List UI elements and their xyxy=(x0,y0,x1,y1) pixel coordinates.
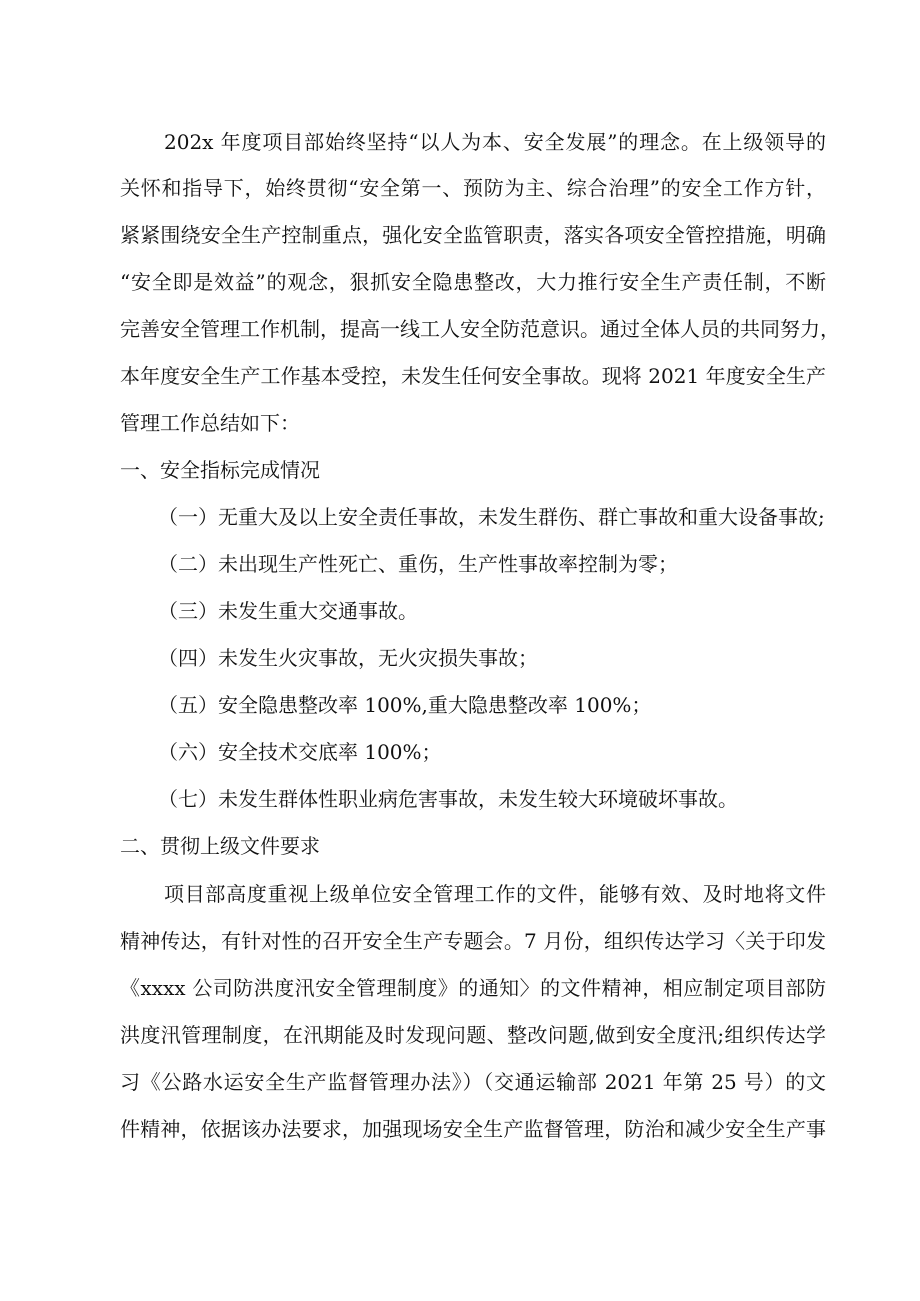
intro-line-2: 关怀和指导下，始终贯彻“安全第一、预防为主、综合治理”的安全工作方针， xyxy=(120,176,826,200)
intro-line-4: “安全即是效益”的观念，狠抓安全隐患整改，大力推行安全生产责任制，不断 xyxy=(120,270,826,294)
section2-line-1: 项目部高度重视上级单位安全管理工作的文件，能够有效、及时地将文件 xyxy=(164,882,826,906)
section2-line-6: 件精神，依据该办法要求，加强现场安全生产监督管理，防治和减少安全生产事 xyxy=(120,1117,826,1141)
section2-heading: 二、贯彻上级文件要求 xyxy=(120,834,320,858)
section1-item-5: （五）安全隐患整改率 100%,重大隐患整改率 100%； xyxy=(158,693,652,717)
section2-line-5: 习《公路水运安全生产监督管理办法》）（交通运输部 2021 年第 25 号）的文 xyxy=(120,1070,826,1094)
intro-line-7: 管理工作总结如下： xyxy=(120,411,300,435)
section2-line-3: 《xxxx 公司防洪度汛安全管理制度》的通知〉的文件精神，相应制定项目部防 xyxy=(120,976,826,1000)
section1-item-6: （六）安全技术交底率 100%； xyxy=(158,740,442,764)
intro-line-6: 本年度安全生产工作基本受控，未发生任何安全事故。现将 2021 年度安全生产 xyxy=(120,364,826,388)
section1-item-3: （三）未发生重大交通事故。 xyxy=(158,599,418,623)
section2-line-4: 洪度汛管理制度，在汛期能及时发现问题、整改问题,做到安全度汛;组织传达学 xyxy=(120,1023,826,1047)
section1-item-7: （七）未发生群体性职业病危害事故，未发生较大环境破坏事故。 xyxy=(158,787,738,811)
section1-item-4: （四）未发生火灾事故，无火灾损失事故； xyxy=(158,646,538,670)
intro-line-1: 202x 年度项目部始终坚持“以人为本、安全发展”的理念。在上级领导的 xyxy=(164,130,826,154)
section1-item-2: （二）未出现生产性死亡、重伤，生产性事故率控制为零； xyxy=(158,552,678,576)
section1-item-1: （一）无重大及以上安全责任事故，未发生群伤、群亡事故和重大设备事故; xyxy=(158,505,825,529)
intro-line-5: 完善安全管理工作机制，提高一线工人安全防范意识。通过全体人员的共同努力， xyxy=(120,317,840,341)
intro-line-3: 紧紧围绕安全生产控制重点，强化安全监管职责，落实各项安全管控措施，明确 xyxy=(120,223,826,247)
section1-heading: 一、安全指标完成情况 xyxy=(120,458,320,482)
section2-line-2: 精神传达，有针对性的召开安全生产专题会。7 月份，组织传达学习〈关于印发 xyxy=(120,929,826,953)
